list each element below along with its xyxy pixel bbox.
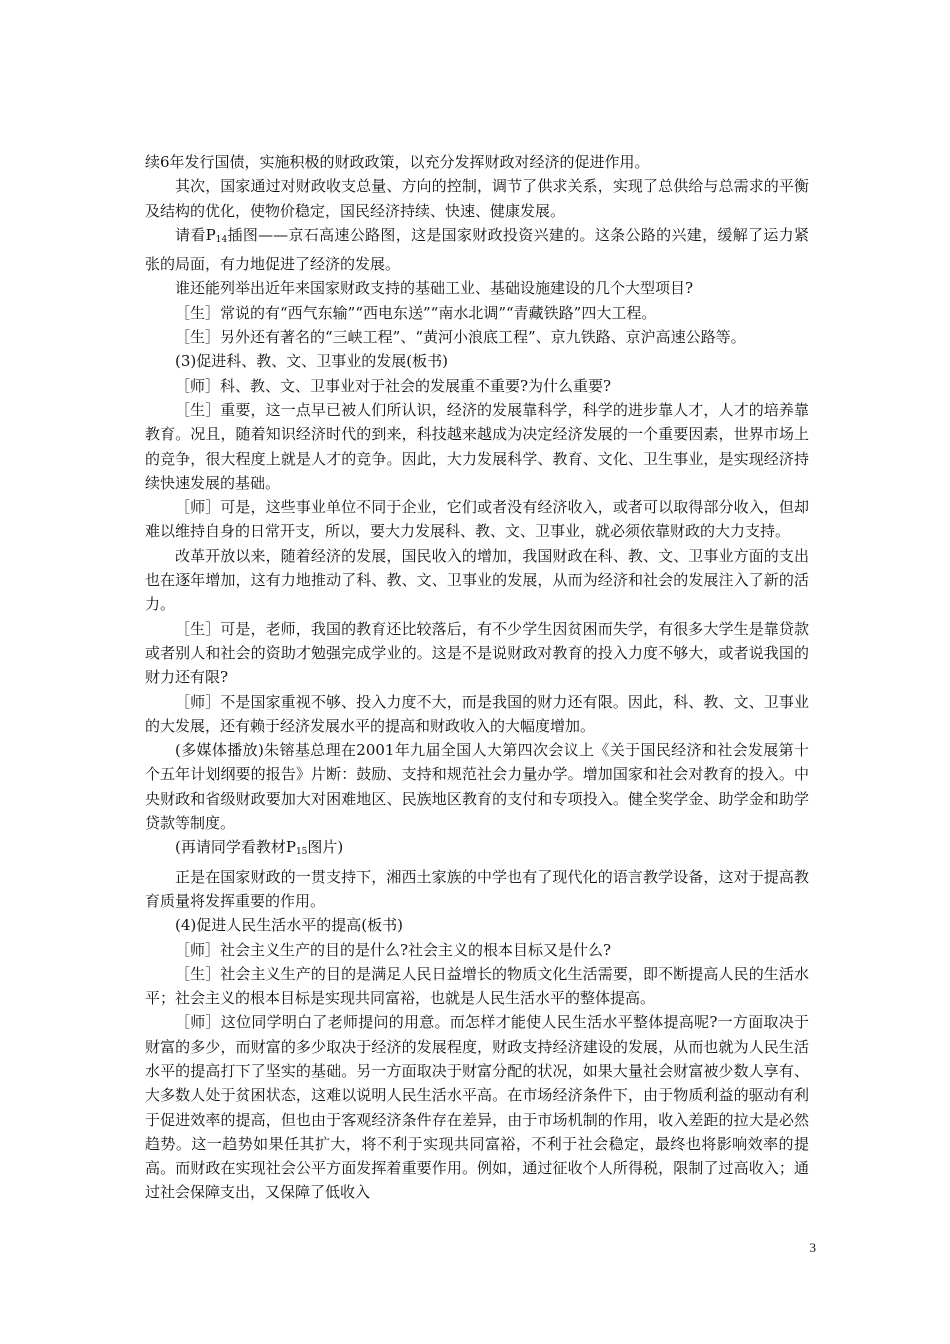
text-run: ［生］常说的有“西气东输”“西电东送”“南水北调”“青藏铁路”四大工程。 bbox=[175, 303, 657, 322]
paragraph-p18 bbox=[145, 938, 809, 962]
paragraph-p06 bbox=[145, 325, 809, 349]
paragraph-p05 bbox=[145, 301, 809, 325]
text-run: 插图——京石高速公路图，这是国家财政投资兴建的。这条公路的兴建，缓解了运力紧张的局面，有力地促进了经济的发展。 bbox=[145, 225, 809, 274]
text-run: ［师］科、教、文、卫事业对于社会的发展重不重要?为什么重要? bbox=[175, 376, 612, 395]
text-run: ［师］不是国家重视不够、投入力度不大，而是我国的财力还有限。因此，科、教、文、卫事业的大发展，还有赖于经济发展水平的提高和财政收入的大幅度增加。 bbox=[145, 692, 809, 735]
page-subscript: 15 bbox=[295, 847, 308, 858]
paragraph-p08 bbox=[145, 374, 809, 398]
text-run: ［师］这位同学明白了老师提问的用意。而怎样才能使人民生活水平整体提高呢?一方面取决于财富的多少，而财富的多少取决于经济的发展程度，财政支持经济建设的发展，从而也就为人民生活水平的提高打下了坚实的基础。另一方面取决于财富分配的状况，如果大量社会财富被少数人享有、大多数人处于贫困状态，这难以说明人民生活水平高。在市场经济条件下，由于物质利益的驱动有利于促进效率的提高，但也由于客观经济条件存在差异，由于市场机制的作用，收入差距的拉大是必然趋势。这一趋势如果任其扩大，将不利于实现共同富裕，不利于社会稳定，最终也将影响效率的提高。而财政在实现社会公平方面发挥着重要作用。例如，通过征收个人所得税，限制了过高收入；通过社会保障支出，又保障了低收入 bbox=[145, 1013, 809, 1202]
text-run: ［生］另外还有著名的“三峡工程”、“黄河小浪底工程”、京九铁路、京沪高速公路等。 bbox=[175, 328, 746, 347]
text-run: ［师］社会主义生产的目的是什么?社会主义的根本目标又是什么? bbox=[175, 940, 612, 959]
paragraph-p13 bbox=[145, 690, 809, 739]
text-run: (4)促进人民生活水平的提高(板书) bbox=[175, 916, 403, 935]
paragraph-p17 bbox=[145, 913, 809, 937]
paragraph-p04 bbox=[145, 276, 809, 300]
page-subscript: 14 bbox=[215, 234, 228, 245]
text-run: 改革开放以来，随着经济的发展，国民收入的增加，我国财政在科、教、文、卫事业方面的支出也在逐年增加，这有力地推动了科、教、文、卫事业的发展，从而为经济和社会的发展注入了新的活力。 bbox=[145, 546, 809, 614]
paragraph-p10 bbox=[145, 495, 809, 544]
text-run: ［生］社会主义生产的目的是满足人民日益增长的物质文化生活需要，即不断提高人民的生活水平；社会主义的根本目标是实现共同富裕，也就是人民生活水平的整体提高。 bbox=[145, 964, 809, 1008]
text-run: 图片) bbox=[307, 838, 344, 857]
paragraph-p11 bbox=[145, 544, 809, 617]
text-run: 谁还能列举出近年来国家财政支持的基础工业、基础设施建设的几个大型项目? bbox=[175, 279, 694, 298]
text-run: 其次，国家通过对财政收支总量、方向的控制，调节了供求关系，实现了总供给与总需求的平衡及结构的优化，使物价稳定，国民经济持续、快速、健康发展。 bbox=[145, 177, 809, 220]
paragraph-p16 bbox=[145, 865, 809, 914]
paragraph-p01 bbox=[145, 150, 809, 174]
text-run: ［师］可是，这些事业单位不同于企业，它们或者没有经济收入，或者可以取得部分收入，但却难以维持自身的日常开支，所以，要大力发展科、教、文、卫事业，就必须依靠财政的大力支持。 bbox=[145, 498, 809, 541]
paragraph-p19 bbox=[145, 962, 809, 1011]
paragraph-p03 bbox=[145, 223, 809, 277]
text-run: ［生］可是，老师，我国的教育还比较落后，有不少学生因贫困而失学，有很多大学生是靠贷款或者别人和社会的资助才勉强完成学业的。这是不是说财政对教育的投入力度不够大，或者说我国的财力还有限? bbox=[145, 619, 809, 687]
text-run: 正是在国家财政的一贯支持下，湘西土家族的中学也有了现代化的语言教学设备，这对于提高教育质量将发挥重要的作用。 bbox=[145, 867, 809, 910]
paragraph-p07 bbox=[145, 349, 809, 373]
paragraph-p09 bbox=[145, 398, 809, 495]
text-run: ［生］重要，这一点早已被人们所认识，经济的发展靠科学，科学的进步靠人才，人才的培养靠教育。况且，随着知识经济时代的到来，科技越来越成为决定经济发展的一个重要因素，世界市场上的竞争，很大程度上就是人才的竞争。因此，大力发展科学、教育、文化、卫生事业，是实现经济持续快速发展的基础。 bbox=[145, 400, 809, 492]
paragraph-p02 bbox=[145, 174, 809, 223]
paragraph-p15 bbox=[145, 835, 809, 864]
paragraph-p12 bbox=[145, 617, 809, 690]
body-text bbox=[145, 150, 809, 1205]
text-run: 续6年发行国债，实施积极的财政政策，以充分发挥财政对经济的促进作用。 bbox=[145, 153, 650, 171]
page-number: 3 bbox=[809, 1240, 816, 1255]
text-run: (3)促进科、教、文、卫事业的发展(板书) bbox=[175, 352, 448, 371]
paragraph-p14 bbox=[145, 738, 809, 835]
text-run: 请看P bbox=[175, 225, 216, 244]
text-run: (再请同学看教材P bbox=[175, 838, 296, 857]
text-run: (多媒体播放)朱镕基总理在2001年九届全国人大第四次会议上《关于国民经济和社会发展第十个五年计划纲要的报告》片断：鼓励、支持和规范社会力量办学。增加国家和社会对教育的投入。中央财政和省级财政要加大对困难地区、民族地区教育的支付和专项投入。健全奖学金、助学金和助学贷款等制度。 bbox=[145, 741, 809, 833]
paragraph-p20 bbox=[145, 1010, 809, 1204]
